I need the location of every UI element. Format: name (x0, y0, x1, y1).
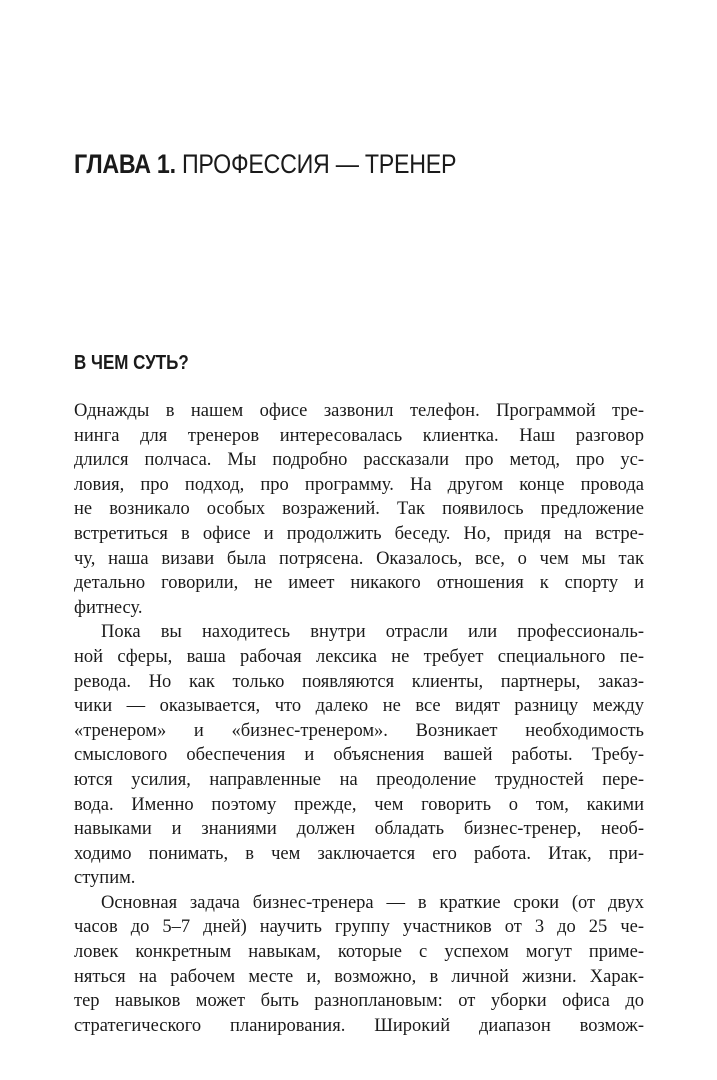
paragraph-3-line-5: тер навыков может быть разноплановым: от уборки офиса до (74, 991, 644, 1012)
body-text (74, 399, 644, 1038)
section-heading: В ЧЕМ СУТЬ? (74, 352, 189, 374)
paragraph-2-line-5: «тренером» и «бизнес-тренером». Возникает необходимость (74, 720, 644, 741)
chapter-number: ГЛАВА 1. (74, 149, 176, 179)
paragraph-3-line-6: стратегического планирования. Широкий диапазон возмож- (74, 1015, 644, 1036)
paragraph-2-line-8: вода. Именно поэтому прежде, чем говорить о том, какими (74, 794, 644, 815)
paragraph-3-line-2: часов до 5–7 дней) научить группу участников от 3 до 25 че- (74, 917, 644, 938)
paragraph-1-line-7: чу, наша визави была потрясена. Оказалось, все, о чем мы так (74, 548, 644, 569)
paragraph-1-line-2: нинга для тренеров интересовалась клиентка. Наш разговор (74, 425, 644, 446)
chapter-name: ПРОФЕССИЯ — ТРЕНЕР (181, 149, 457, 179)
paragraph-2-line-3: ревода. Но как только появляются клиенты, партнеры, заказ- (74, 671, 644, 692)
paragraph-1-line-9: фитнесу. (74, 597, 143, 618)
chapter-title (74, 146, 590, 182)
paragraph-2-line-1: Пока вы находитесь внутри отрасли или профессиональ- (101, 622, 644, 643)
paragraph-2-line-9: навыками и знаниями должен обладать бизнес-тренер, необ- (74, 819, 644, 840)
paragraph-1-line-4: ловия, про подход, про программу. На другом конце провода (74, 474, 644, 495)
paragraph-2-line-4: чики — оказывается, что далеко не все видят разницу между (74, 696, 644, 717)
paragraph-1-line-6: встретиться в офисе и продолжить беседу. Но, придя на встре- (74, 523, 644, 544)
paragraph-1-line-8: детально говорили, не имеет никакого отношения к спорту и (74, 573, 644, 594)
paragraph-3-line-3: ловек конкретным навыкам, которые с успехом могут приме- (74, 942, 644, 963)
paragraph-2-line-7: ются усилия, направленные на преодоление трудностей пере- (74, 769, 644, 790)
paragraph-2-line-11: ступим. (74, 868, 136, 889)
paragraph-1-line-3: длился полчаса. Мы подробно рассказали про метод, про ус- (74, 450, 644, 471)
paragraph-3-line-1: Основная задача бизнес-тренера — в краткие сроки (от двух (101, 892, 644, 913)
paragraph-1-line-5: не возникало особых возражений. Так появилось предложение (74, 499, 644, 520)
paragraph-2-line-10: ходимо понимать, в чем заключается его работа. Итак, при- (74, 843, 644, 864)
paragraph-2-line-2: ной сферы, ваша рабочая лексика не требует специального пе- (74, 646, 644, 667)
paragraph-2-line-6: смыслового обеспечения и объяснения вашей работы. Требу- (74, 745, 644, 766)
paragraph-1-line-1: Однажды в нашем офисе зазвонил телефон. Программой тре- (74, 401, 644, 421)
paragraph-3-line-4: няться на рабочем месте и, возможно, в личной жизни. Харак- (74, 966, 644, 987)
